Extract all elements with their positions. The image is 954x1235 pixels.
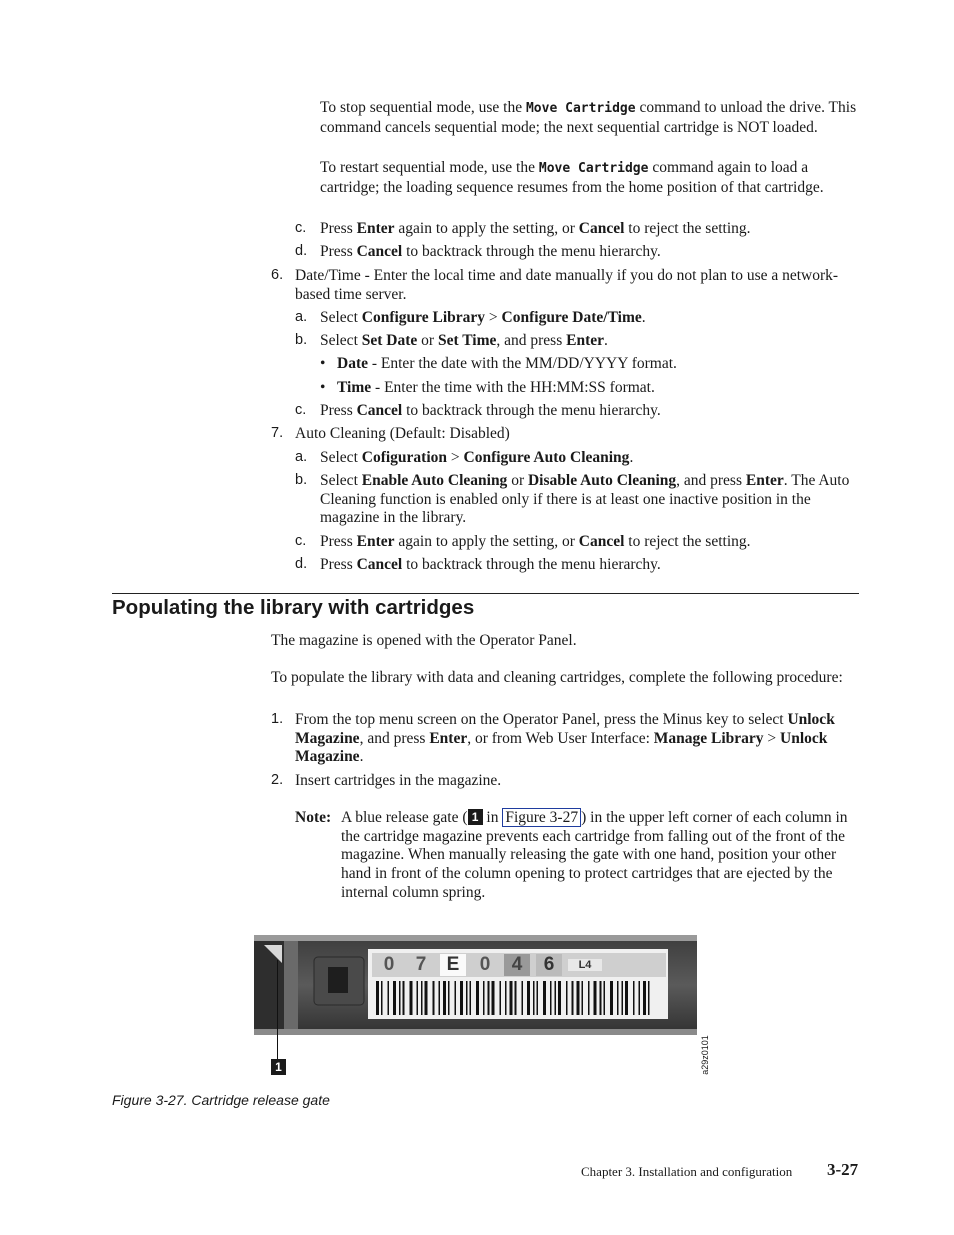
bullet: • — [320, 379, 326, 396]
label-char: 7 — [415, 954, 427, 975]
step-marker: 2. — [271, 772, 284, 788]
list-marker: d. — [295, 243, 308, 259]
list-item: Select Cofiguration > Configure Auto Cleaning. — [320, 449, 634, 466]
volume-label — [376, 953, 602, 977]
note-text: A blue release gate ( 1 in Figure 3-27 ) in the upper left corner of each column in the cartridge magazine prevents each cartridge from falling out of the front of the magazine. When manually releasing the gate with one hand, position your other hand in front of the column opening to protect cartridges that are ejected by the internal column spring. — [341, 809, 848, 901]
list-marker: c. — [295, 533, 307, 549]
label-char: 0 — [383, 954, 395, 975]
figure-link[interactable]: Figure 3-27 — [502, 808, 581, 827]
bullet-item: Date - Enter the date with the MM/DD/YYYY format. — [337, 355, 677, 372]
sequential-restart-paragraph: To restart sequential mode, use the Move Cartridge command again to load a cartridge; the loading sequence resumes from the home position of that cartridge. — [320, 159, 824, 196]
list-marker: c. — [295, 402, 307, 418]
chapter-footer: Chapter 3. Installation and configuration — [581, 1164, 793, 1179]
list-marker: b. — [295, 472, 308, 488]
sequential-stop-paragraph: To stop sequential mode, use the Move Cartridge command to unload the drive. This command cancels sequential mode; the next sequential cartridge is NOT loaded. — [320, 99, 857, 136]
step-marker: 1. — [271, 711, 284, 727]
list-item: Press Enter again to apply the setting, or Cancel to reject the setting. — [320, 220, 751, 237]
image-id: a29z0101 — [699, 1035, 710, 1075]
step-1-text: From the top menu screen on the Operator Panel, press the Minus key to select Unlock Magazine, and press Enter, or from Web User Interface: Manage Library > Unlock Magazine. — [295, 711, 835, 766]
list-marker: b. — [295, 332, 308, 348]
note-label: Note: — [295, 809, 332, 826]
list-item: Select Configure Library > Configure Date/Time. — [320, 309, 646, 326]
label-char: 6 — [536, 954, 562, 976]
bullet: • — [320, 355, 326, 372]
list-item: Select Enable Auto Cleaning or Disable Auto Cleaning, and press Enter. The Auto Cleaning function is enabled only if there is at least one inactive position in the magazine in the library. — [320, 472, 850, 527]
intro-paragraph: The magazine is opened with the Operator Panel. — [271, 632, 577, 649]
figure-callout-badge: 1 — [271, 1059, 286, 1075]
label-char: 4 — [504, 954, 530, 976]
command-move-cartridge: Move Cartridge — [525, 101, 636, 116]
step-6-text: Date/Time - Enter the local time and date manually if you do not plan to use a network-based time server. — [295, 267, 839, 303]
list-item: Press Cancel to backtrack through the menu hierarchy. — [320, 402, 661, 419]
page-number: 3-27 — [827, 1160, 859, 1179]
list-marker: a. — [295, 309, 308, 325]
step-7-text: Auto Cleaning (Default: Disabled) — [295, 425, 510, 442]
list-item: Press Cancel to backtrack through the menu hierarchy. — [320, 556, 661, 573]
section-divider — [112, 593, 859, 594]
list-item: Press Cancel to backtrack through the menu hierarchy. — [320, 243, 661, 260]
command-move-cartridge: Move Cartridge — [538, 161, 649, 176]
section-heading: Populating the library with cartridges — [112, 596, 475, 619]
bullet-item: Time - Enter the time with the HH:MM:SS format. — [337, 379, 655, 396]
step-marker: 6. — [271, 267, 284, 283]
step-marker: 7. — [271, 425, 284, 441]
cartridge-photo — [254, 935, 697, 1035]
label-char: 0 — [479, 954, 491, 975]
callout-leader — [277, 960, 278, 1059]
list-marker: c. — [295, 220, 307, 236]
label-char: E — [440, 954, 466, 976]
callout-badge: 1 — [468, 809, 483, 825]
list-item: Press Enter again to apply the setting, or Cancel to reject the setting. — [320, 533, 751, 550]
figure-caption: Figure 3-27. Cartridge release gate — [112, 1092, 330, 1108]
media-type-label: L4 — [568, 959, 602, 971]
cartridge-photo-svg — [254, 935, 697, 1035]
list-item: Select Set Date or Set Time, and press Enter. — [320, 332, 608, 349]
intro-paragraph: To populate the library with data and cleaning cartridges, complete the following procedure: — [271, 669, 843, 686]
list-marker: a. — [295, 449, 308, 465]
list-marker: d. — [295, 556, 308, 572]
step-2-text: Insert cartridges in the magazine. — [295, 772, 502, 789]
